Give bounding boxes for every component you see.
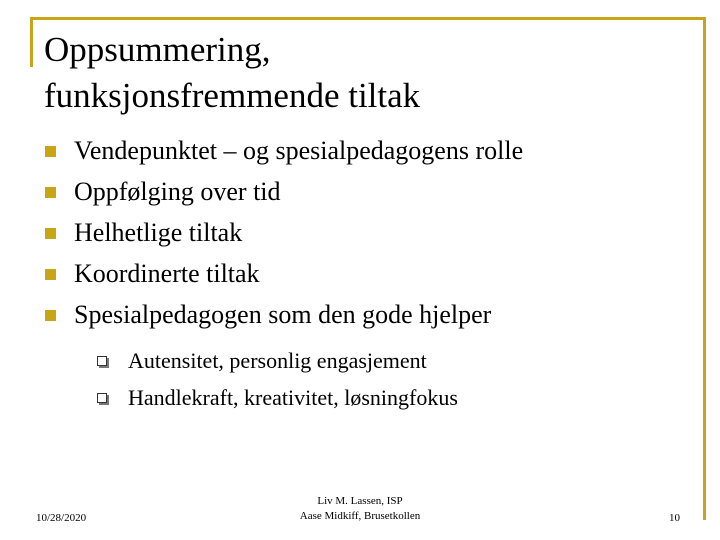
square-bullet-icon bbox=[45, 269, 56, 280]
square-bullet-icon bbox=[45, 146, 56, 157]
bullet-item bbox=[44, 258, 523, 299]
bullet-text: Koordinerte tiltak bbox=[74, 259, 260, 288]
square-bullet-icon bbox=[45, 187, 56, 198]
footer-author bbox=[260, 494, 460, 524]
bullet-item bbox=[44, 217, 523, 258]
bullet-item bbox=[44, 176, 523, 217]
bullet-item bbox=[44, 135, 523, 176]
bullet-text: Vendepunktet – og spesialpedagogens rolle bbox=[74, 136, 524, 165]
slide-title-line-1: Oppsummering, bbox=[44, 30, 271, 69]
hollow-square-bullet-icon bbox=[97, 356, 107, 366]
sub-bullet-text: Autensitet, personlig engasjement bbox=[128, 348, 427, 373]
footer-author-line-1: Liv M. Lassen, ISP bbox=[317, 495, 403, 507]
hollow-square-bullet-icon bbox=[97, 393, 107, 403]
square-bullet-icon bbox=[45, 310, 56, 321]
sub-bullet-item bbox=[96, 347, 458, 384]
footer-date: 10/28/2020 bbox=[36, 512, 87, 524]
slide-title-line-2: funksjonsfremmende tiltak bbox=[44, 76, 421, 115]
square-bullet-icon bbox=[45, 228, 56, 239]
bullet-text: Spesialpedagogen som den gode hjelper bbox=[74, 300, 492, 329]
bullet-text: Helhetlige tiltak bbox=[74, 218, 243, 247]
bullet-list bbox=[44, 135, 523, 340]
frame-left-rule bbox=[30, 17, 33, 67]
bullet-item bbox=[44, 299, 523, 340]
sub-bullet-text: Handlekraft, kreativitet, løsningfokus bbox=[128, 385, 458, 410]
sub-bullet-item bbox=[96, 384, 458, 421]
frame-right-rule bbox=[703, 17, 706, 520]
sub-bullet-list bbox=[96, 347, 458, 421]
footer-author-line-2: Aase Midkiff, Brusetkollen bbox=[299, 510, 421, 522]
page-number: 10 bbox=[669, 512, 680, 524]
slide-title bbox=[44, 27, 684, 119]
bullet-text: Oppfølging over tid bbox=[74, 177, 281, 206]
frame-top-rule bbox=[30, 17, 706, 20]
